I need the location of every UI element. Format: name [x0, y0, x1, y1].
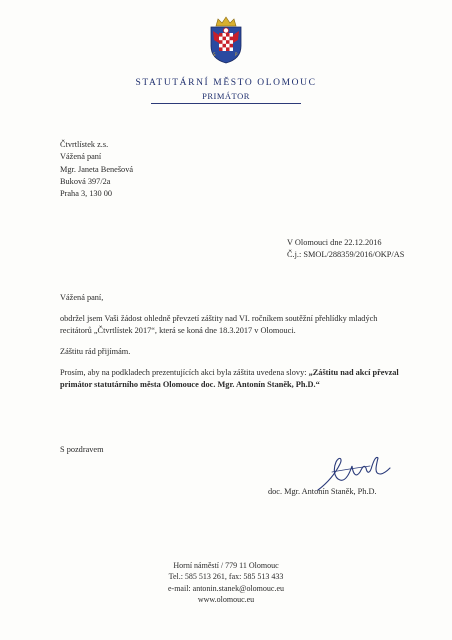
svg-text:P: P [235, 52, 238, 57]
office-title: PRIMÁTOR [202, 91, 250, 101]
footer [0, 560, 452, 605]
closing: S pozdravem [60, 445, 104, 454]
footer-address: Horní náměstí / 779 11 Olomouc [173, 561, 279, 570]
paragraph-wording [60, 367, 400, 391]
header-divider [151, 103, 301, 104]
wording-quote: „Záštitu nad akcí převzal primátor statutárního města Olomouce doc. Mgr. Antonín Staněk, Ph.D.“ [60, 368, 399, 389]
salutation: Vážená paní, [60, 293, 104, 302]
footer-email: e-mail: antonin.stanek@olomouc.eu [167, 583, 284, 593]
coat-of-arms-icon [208, 16, 244, 64]
wording-intro: Prosím, aby na podkladech prezentujících akci byla záštita uvedena slovy: [60, 368, 309, 377]
recipient-line: Čtvrtlístek z.s. [60, 140, 109, 149]
organization-name: STATUTÁRNÍ MĚSTO OLOMOUC [135, 78, 317, 88]
recipient-line: Mgr. Janeta Benešová [60, 164, 134, 174]
svg-text:S: S [213, 52, 216, 57]
paragraph-acceptance: Záštitu rád přijímám. [60, 347, 131, 356]
recipient-address [60, 139, 133, 200]
reference-number: Č.j.: SMOL/288359/2016/OKP/AS [287, 250, 405, 260]
place-date: V Olomouci dne 22.12.2016 [287, 238, 382, 247]
footer-web: www.olomouc.eu [197, 594, 255, 604]
recipient-line: Buková 397/2a [60, 176, 111, 186]
signer-name: doc. Mgr. Antonín Staněk, Ph.D. [268, 487, 377, 496]
paragraph-request: obdržel jsem Vaši žádost ohledně převzetí záštity nad VI. ročníkem soutěžní přehlídky mladých recitátorů „Čtvrtlístek 2017“, která se koná dne 18.3.2017 v Olomouci. [60, 314, 378, 335]
recipient-line: Praha 3, 130 00 [60, 189, 113, 199]
letter-meta [287, 237, 404, 262]
recipient-line: Vážená paní [60, 152, 102, 162]
footer-phone: Tel.: 585 513 261, fax: 585 513 433 [168, 572, 284, 582]
